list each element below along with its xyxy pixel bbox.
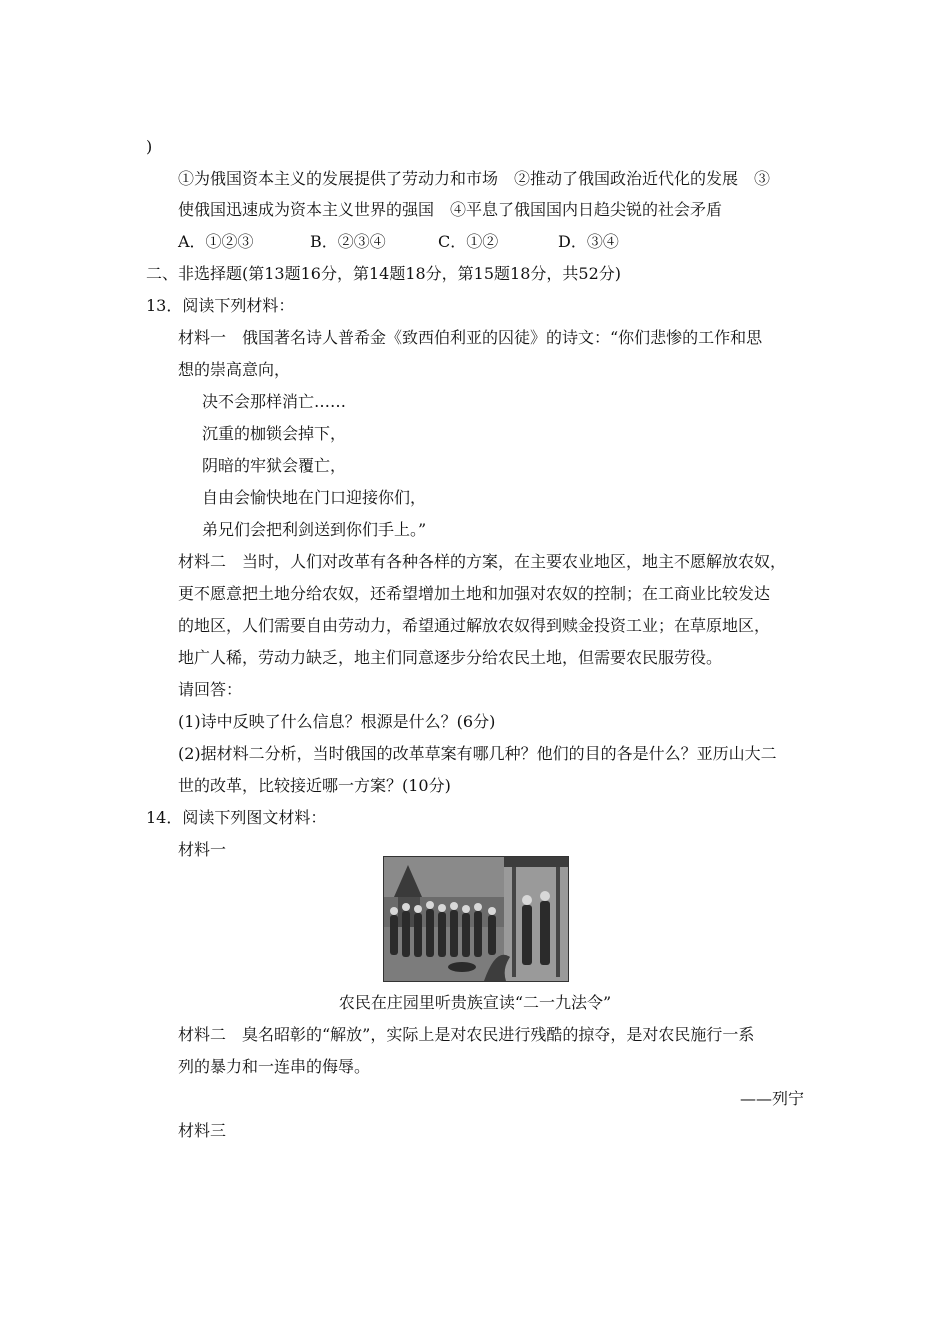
figure-caption: 农民在庄园里听贵族宣读“二一九法令” (338, 993, 612, 1012)
q13-material2-line: 的地区，人们需要自由劳动力，希望通过解放农奴得到赎金投资工业；在草原地区， (178, 616, 771, 635)
q14-material2-line1: 材料二 臭名昭彰的“解放”，实际上是对农民进行残酷的掠夺，是对农民施行一系 (178, 1025, 755, 1044)
q13-ask: 请回答： (178, 680, 243, 699)
section-heading: 二、非选择题(第13题16分，第14题18分，第15题18分，共52分) (146, 264, 622, 283)
poem-line: 沉重的枷锁会掉下， (202, 424, 347, 443)
q14-material1-label: 材料一 (178, 840, 227, 859)
q13-material1-line2: 想的崇高意向， (178, 360, 291, 379)
q13-material2-line: 材料二 当时，人们对改革有各种各样的方案，在主要农业地区，地主不愿解放农奴， (178, 552, 787, 571)
poem-line: 阴暗的牢狱会覆亡， (202, 456, 347, 475)
quote-attribution: ——列宁 (739, 1089, 804, 1108)
q13-material2-line: 更不愿意把土地分给农奴，还希望增加土地和加强对农奴的控制；在工商业比较发达 (178, 584, 771, 603)
statements-line-1: ①为俄国资本主义的发展提供了劳动力和市场 ②推动了俄国政治近代化的发展 ③ (178, 169, 771, 188)
option-b: B．②③④ (310, 232, 386, 251)
q13-sub2-line1: (2)据材料二分析，当时俄国的改革草案有哪几种？他们的目的各是什么？亚历山大二 (178, 744, 777, 763)
option-c: C．①② (438, 232, 499, 251)
q13-material1-line1: 材料一 俄国著名诗人普希金《致西伯利亚的囚徒》的诗文：“你们悲惨的工作和思 (178, 328, 763, 347)
q13-material2-line: 地广人稀，劳动力缺乏，地主们同意逐步分给农民土地，但需要农民服劳役。 (178, 648, 723, 667)
answer-options (178, 231, 619, 253)
poem-line: 自由会愉快地在门口迎接你们， (202, 488, 427, 507)
poem-line: 弟兄们会把利剑送到你们手上。” (202, 520, 427, 539)
q14-material2-line2: 列的暴力和一连串的侮辱。 (178, 1057, 371, 1076)
question-continuation: ) (146, 137, 153, 156)
q14-intro: 14．阅读下列图文材料： (146, 808, 327, 827)
q13-sub1: (1)诗中反映了什么信息？根源是什么？(6分) (178, 712, 496, 731)
option-a: A．①②③ (178, 232, 254, 251)
engraving-illustration (383, 856, 569, 982)
q13-intro: 13．阅读下列材料： (146, 296, 295, 315)
poem-line: 决不会那样消亡…… (202, 392, 347, 411)
option-d: D．③④ (558, 232, 619, 251)
q14-material3-label: 材料三 (178, 1121, 227, 1140)
statements-line-2: 使俄国迅速成为资本主义世界的强国 ④平息了俄国国内日趋尖锐的社会矛盾 (178, 200, 723, 219)
q13-sub2-line2: 世的改革，比较接近哪一方案？(10分) (178, 776, 451, 795)
